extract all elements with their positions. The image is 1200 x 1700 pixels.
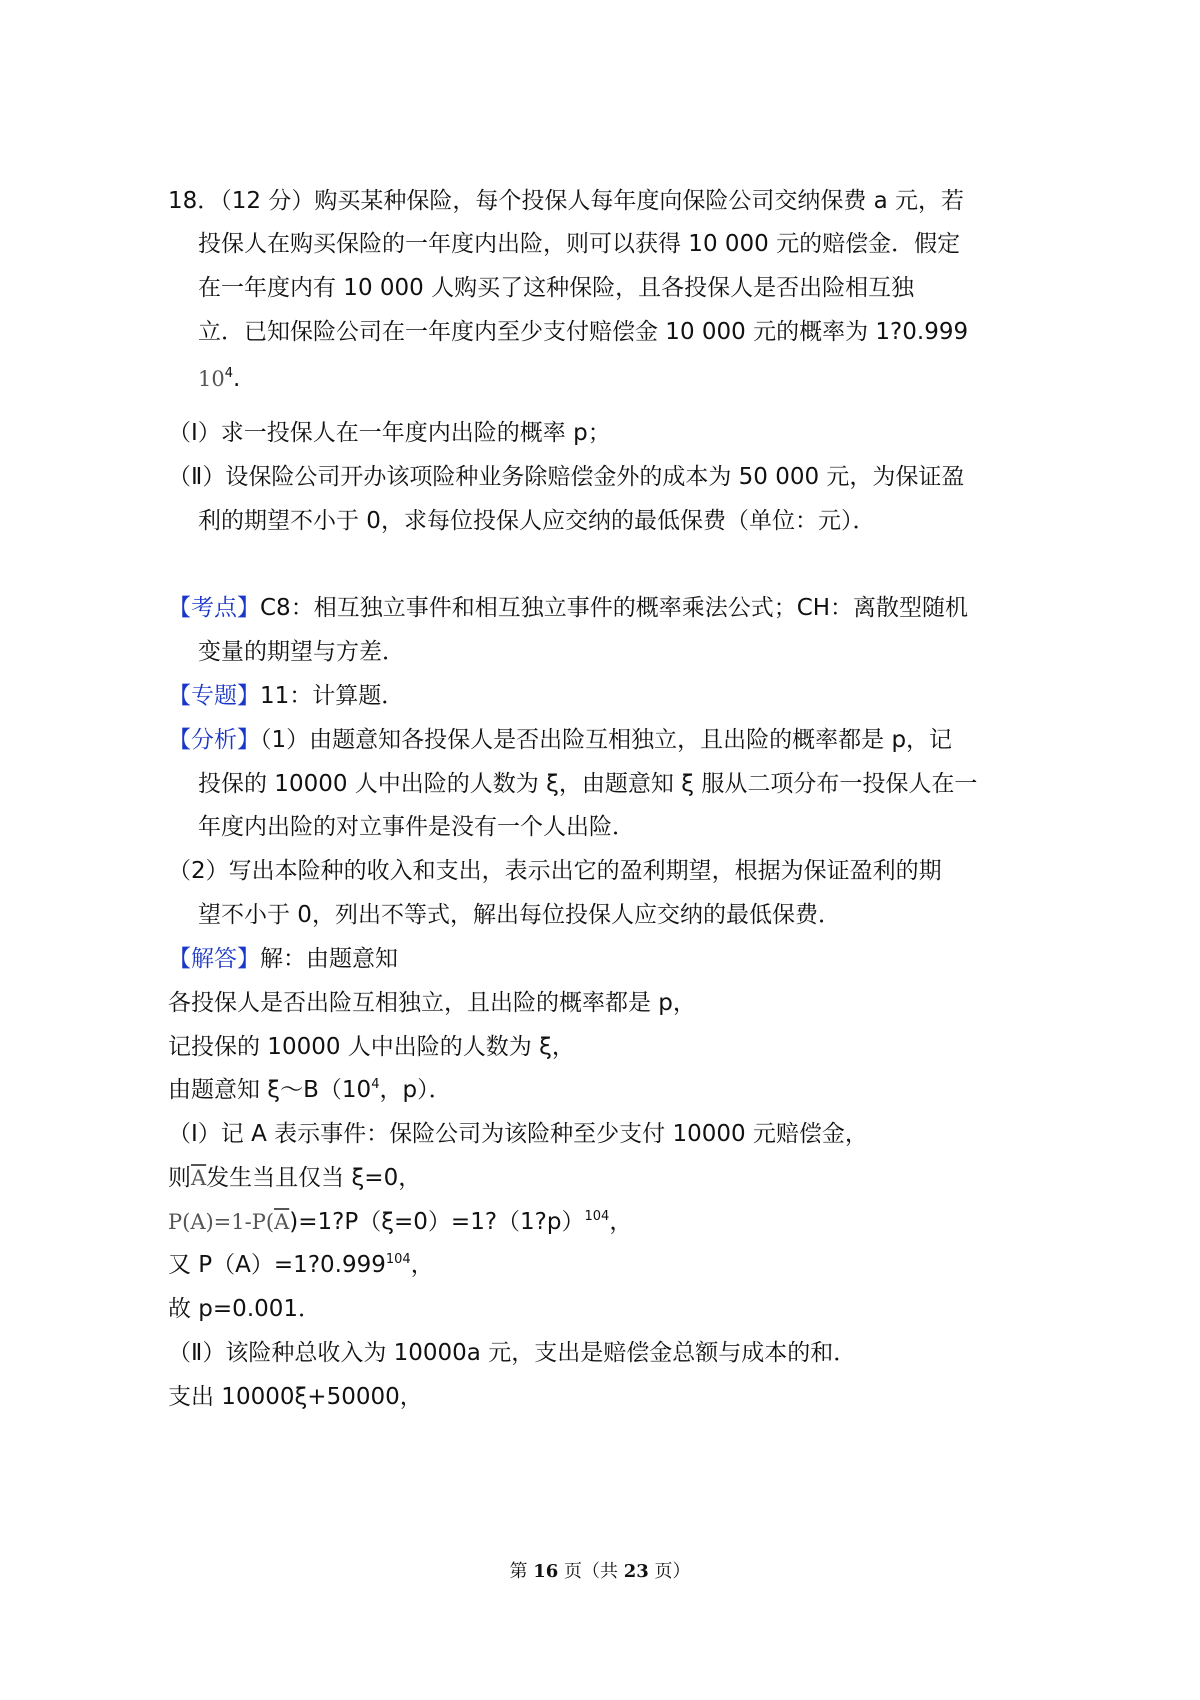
problem-line-4: 立．已知保险公司在一年度内至少支付赔偿金 10 000 元的概率为 1?0.999 <box>198 319 969 345</box>
part-2-question-line-2: 利的期望不小于 0，求每位投保人应交纳的最低保费（单位：元）． <box>198 508 876 534</box>
binomial-text: 由题意知 ξ～B（10 <box>168 1077 372 1103</box>
solution-line-9: （Ⅱ）该险种总收入为 10000a 元，支出是赔偿金总额与成本的和． <box>168 1340 857 1366</box>
part-2-question-line-1: （Ⅱ）设保险公司开办该项险种业务除赔偿金外的成本为 50 000 元，为保证盈 <box>168 464 965 490</box>
binomial-text-end: ，p）． <box>379 1077 452 1103</box>
zhuanti-tag: 【专题】 <box>168 683 260 709</box>
jieda-line <box>168 944 398 974</box>
fenxi-tag: 【分析】 <box>168 727 260 753</box>
solution-line-10: 支出 10000ξ+50000， <box>168 1384 423 1410</box>
kaodian-line-1 <box>168 593 968 623</box>
solution-line-3 <box>168 1075 452 1105</box>
solution-line-6 <box>168 1207 632 1237</box>
fenxi-text: （1）由题意知各投保人是否出险互相独立，且出险的概率都是 p，记 <box>260 727 953 753</box>
exponent-base: 10 <box>198 367 225 391</box>
footer-post: 页） <box>654 1561 691 1582</box>
problem-line-2: 投保人在购买保险的一年度内出险，则可以获得 10 000 元的赔偿金．假定 <box>198 231 961 257</box>
fenxi-line-3: 年度内出险的对立事件是没有一个人出险． <box>198 814 635 840</box>
formula-rest: )=1?P（ξ=0）=1?（1?p） <box>289 1209 585 1235</box>
zhuanti-line <box>168 681 404 711</box>
jieda-intro: 解：由题意知 <box>260 946 398 972</box>
total-page-number: 23 <box>623 1561 649 1582</box>
solution-line-5 <box>168 1163 421 1193</box>
part-1-question: （Ⅰ）求一投保人在一年度内出险的概率 p； <box>168 420 611 446</box>
solution-line-7 <box>168 1250 434 1280</box>
formula-exponent: 104 <box>584 1209 610 1224</box>
kaodian-text: C8：相互独立事件和相互独立事件的概率乘法公式；CH：离散型随机 <box>260 595 969 621</box>
current-page-number: 16 <box>533 1561 559 1582</box>
period: . <box>233 366 241 392</box>
jieda-tag: 【解答】 <box>168 946 260 972</box>
kaodian-tag: 【考点】 <box>168 595 260 621</box>
formula-pa: P(A)=1-P( <box>168 1210 275 1234</box>
zhuanti-text: 11：计算题． <box>260 683 405 709</box>
solution-line-1: 各投保人是否出险互相独立，且出险的概率都是 p， <box>168 990 696 1016</box>
solution-line-8: 故 p=0.001． <box>168 1296 322 1322</box>
then-text: 则 <box>168 1165 191 1191</box>
footer-pre: 第 <box>509 1561 528 1582</box>
binomial-exponent: 4 <box>371 1077 380 1092</box>
comma: ， <box>609 1209 633 1235</box>
page-footer <box>0 1560 1200 1584</box>
solution-line-4: （Ⅰ）记 A 表示事件：保险公司为该险种至少支付 10000 元赔偿金， <box>168 1121 868 1147</box>
fenxi-line-5: 望不小于 0，列出不等式，解出每位投保人应交纳的最低保费． <box>198 902 841 928</box>
fenxi-line-4: （2）写出本险种的收入和支出，表示出它的盈利期望，根据为保证盈利的期 <box>168 858 942 884</box>
footer-mid: 页（共 <box>564 1561 618 1582</box>
problem-line-3: 在一年度内有 10 000 人购买了这种保险，且各投保人是否出险相互独 <box>198 275 915 301</box>
given-pa: 又 P（A）=1?0.999 <box>168 1252 386 1278</box>
complement-event-a: $\overline{A}$ <box>191 1166 207 1190</box>
complement-event-a-2: $\overline{A}$ <box>274 1210 290 1234</box>
problem-line-1: 18．（12 分）购买某种保险，每个投保人每年度向保险公司交纳保费 a 元，若 <box>168 188 965 214</box>
fenxi-line-2: 投保的 10000 人中出险的人数为 ξ，由题意知 ξ 服从二项分布一投保人在一 <box>198 771 978 797</box>
fenxi-line-1 <box>168 725 952 755</box>
given-exponent: 104 <box>385 1252 411 1267</box>
kaodian-line-2: 变量的期望与方差． <box>198 639 405 665</box>
problem-line-5 <box>198 364 240 394</box>
condition-text: 发生当且仅当 ξ=0， <box>206 1165 422 1191</box>
exponent: 4 <box>224 366 234 381</box>
solution-line-2: 记投保的 10000 人中出险的人数为 ξ， <box>168 1034 575 1060</box>
comma-2: ， <box>410 1252 434 1278</box>
